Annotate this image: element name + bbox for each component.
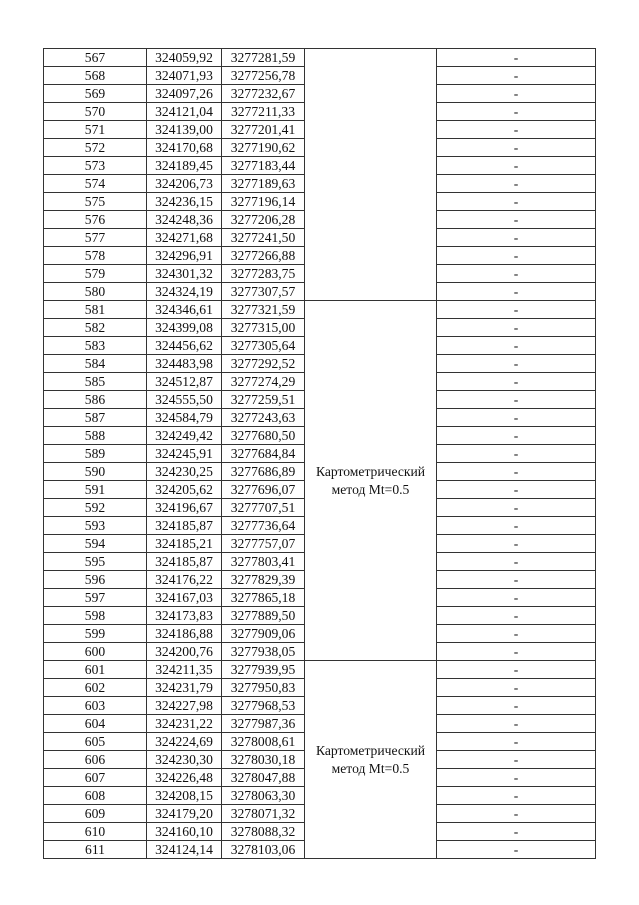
accuracy-value: - xyxy=(437,175,596,193)
coordinate-x: 324124,14 xyxy=(147,841,222,859)
accuracy-value: - xyxy=(437,373,596,391)
point-number: 588 xyxy=(44,427,147,445)
coordinate-x: 324296,91 xyxy=(147,247,222,265)
point-number: 581 xyxy=(44,301,147,319)
accuracy-value: - xyxy=(437,553,596,571)
accuracy-value: - xyxy=(437,211,596,229)
coordinate-y: 3277803,41 xyxy=(222,553,305,571)
coordinate-x: 324176,22 xyxy=(147,571,222,589)
coordinate-y: 3277686,89 xyxy=(222,463,305,481)
point-number: 598 xyxy=(44,607,147,625)
coordinate-y: 3277315,00 xyxy=(222,319,305,337)
accuracy-value: - xyxy=(437,841,596,859)
coordinate-x: 324206,73 xyxy=(147,175,222,193)
accuracy-value: - xyxy=(437,481,596,499)
coordinate-y: 3277281,59 xyxy=(222,49,305,67)
accuracy-value: - xyxy=(437,751,596,769)
coordinate-x: 324512,87 xyxy=(147,373,222,391)
point-number: 602 xyxy=(44,679,147,697)
point-number: 578 xyxy=(44,247,147,265)
coordinate-x: 324346,61 xyxy=(147,301,222,319)
method-label-line2: метод Mt=0.5 xyxy=(331,481,410,497)
coordinate-y: 3277707,51 xyxy=(222,499,305,517)
point-number: 599 xyxy=(44,625,147,643)
coordinates-table-body xyxy=(44,49,596,859)
coordinate-x: 324196,67 xyxy=(147,499,222,517)
accuracy-value: - xyxy=(437,265,596,283)
point-number: 570 xyxy=(44,103,147,121)
accuracy-value: - xyxy=(437,661,596,679)
coordinate-x: 324189,45 xyxy=(147,157,222,175)
point-number: 567 xyxy=(44,49,147,67)
coordinate-y: 3277196,14 xyxy=(222,193,305,211)
point-number: 608 xyxy=(44,787,147,805)
point-number: 610 xyxy=(44,823,147,841)
point-number: 582 xyxy=(44,319,147,337)
accuracy-value: - xyxy=(437,589,596,607)
point-number: 593 xyxy=(44,517,147,535)
point-number: 591 xyxy=(44,481,147,499)
point-number: 576 xyxy=(44,211,147,229)
point-number: 580 xyxy=(44,283,147,301)
coordinate-x: 324059,92 xyxy=(147,49,222,67)
point-number: 584 xyxy=(44,355,147,373)
coordinates-table xyxy=(43,48,596,859)
accuracy-value: - xyxy=(437,733,596,751)
coordinate-x: 324185,87 xyxy=(147,553,222,571)
coordinate-y: 3277259,51 xyxy=(222,391,305,409)
coordinate-x: 324399,08 xyxy=(147,319,222,337)
coordinate-y: 3277987,36 xyxy=(222,715,305,733)
accuracy-value: - xyxy=(437,337,596,355)
coordinate-y: 3277829,39 xyxy=(222,571,305,589)
coordinate-x: 324483,98 xyxy=(147,355,222,373)
coordinate-x: 324555,50 xyxy=(147,391,222,409)
accuracy-value: - xyxy=(437,679,596,697)
accuracy-value: - xyxy=(437,139,596,157)
table-row xyxy=(44,49,596,67)
coordinate-y: 3277938,05 xyxy=(222,643,305,661)
coordinate-y: 3277736,64 xyxy=(222,517,305,535)
table-row xyxy=(44,301,596,319)
point-number: 585 xyxy=(44,373,147,391)
accuracy-value: - xyxy=(437,157,596,175)
coordinate-y: 3278063,30 xyxy=(222,787,305,805)
coordinate-y: 3277292,52 xyxy=(222,355,305,373)
accuracy-value: - xyxy=(437,193,596,211)
coordinate-x: 324271,68 xyxy=(147,229,222,247)
coordinate-x: 324160,10 xyxy=(147,823,222,841)
point-number: 601 xyxy=(44,661,147,679)
coordinate-y: 3277243,63 xyxy=(222,409,305,427)
method-label-line1: Картометрический xyxy=(315,463,426,479)
coordinate-y: 3278088,32 xyxy=(222,823,305,841)
coordinate-x: 324071,93 xyxy=(147,67,222,85)
coordinate-y: 3277283,75 xyxy=(222,265,305,283)
accuracy-value: - xyxy=(437,769,596,787)
accuracy-value: - xyxy=(437,625,596,643)
accuracy-value: - xyxy=(437,643,596,661)
accuracy-value: - xyxy=(437,427,596,445)
point-number: 605 xyxy=(44,733,147,751)
coordinate-y: 3278030,18 xyxy=(222,751,305,769)
coordinate-x: 324097,26 xyxy=(147,85,222,103)
coordinate-y: 3277189,63 xyxy=(222,175,305,193)
coordinate-x: 324456,62 xyxy=(147,337,222,355)
point-number: 606 xyxy=(44,751,147,769)
point-number: 573 xyxy=(44,157,147,175)
coordinate-x: 324231,22 xyxy=(147,715,222,733)
point-number: 574 xyxy=(44,175,147,193)
coordinate-y: 3277266,88 xyxy=(222,247,305,265)
point-number: 603 xyxy=(44,697,147,715)
accuracy-value: - xyxy=(437,697,596,715)
coordinate-x: 324245,91 xyxy=(147,445,222,463)
point-number: 596 xyxy=(44,571,147,589)
method-label-line2: метод Mt=0.5 xyxy=(331,760,410,776)
accuracy-value: - xyxy=(437,103,596,121)
point-number: 577 xyxy=(44,229,147,247)
accuracy-value: - xyxy=(437,319,596,337)
coordinate-y: 3277684,84 xyxy=(222,445,305,463)
accuracy-value: - xyxy=(437,355,596,373)
coordinate-y: 3277889,50 xyxy=(222,607,305,625)
coordinate-y: 3277865,18 xyxy=(222,589,305,607)
point-number: 568 xyxy=(44,67,147,85)
point-number: 583 xyxy=(44,337,147,355)
coordinate-x: 324205,62 xyxy=(147,481,222,499)
accuracy-value: - xyxy=(437,607,596,625)
table-row xyxy=(44,661,596,679)
coordinate-x: 324230,30 xyxy=(147,751,222,769)
coordinate-y: 3277307,57 xyxy=(222,283,305,301)
accuracy-value: - xyxy=(437,805,596,823)
coordinate-x: 324227,98 xyxy=(147,697,222,715)
point-number: 571 xyxy=(44,121,147,139)
coordinate-x: 324179,20 xyxy=(147,805,222,823)
coordinate-y: 3277232,67 xyxy=(222,85,305,103)
coordinate-x: 324170,68 xyxy=(147,139,222,157)
accuracy-value: - xyxy=(437,499,596,517)
accuracy-value: - xyxy=(437,85,596,103)
point-number: 607 xyxy=(44,769,147,787)
coordinate-y: 3277968,53 xyxy=(222,697,305,715)
accuracy-value: - xyxy=(437,517,596,535)
coordinate-y: 3277201,41 xyxy=(222,121,305,139)
accuracy-value: - xyxy=(437,229,596,247)
coordinate-x: 324236,15 xyxy=(147,193,222,211)
coordinate-x: 324208,15 xyxy=(147,787,222,805)
point-number: 592 xyxy=(44,499,147,517)
coordinate-y: 3277274,29 xyxy=(222,373,305,391)
method-cell xyxy=(305,49,437,301)
coordinate-x: 324139,00 xyxy=(147,121,222,139)
accuracy-value: - xyxy=(437,445,596,463)
accuracy-value: - xyxy=(437,283,596,301)
coordinate-x: 324584,79 xyxy=(147,409,222,427)
coordinate-y: 3278047,88 xyxy=(222,769,305,787)
method-cell xyxy=(305,661,437,859)
accuracy-value: - xyxy=(437,247,596,265)
accuracy-value: - xyxy=(437,787,596,805)
coordinate-y: 3277183,44 xyxy=(222,157,305,175)
point-number: 595 xyxy=(44,553,147,571)
coordinate-y: 3277909,06 xyxy=(222,625,305,643)
coordinate-y: 3277696,07 xyxy=(222,481,305,499)
accuracy-value: - xyxy=(437,715,596,733)
point-number: 587 xyxy=(44,409,147,427)
coordinate-y: 3277305,64 xyxy=(222,337,305,355)
point-number: 572 xyxy=(44,139,147,157)
accuracy-value: - xyxy=(437,49,596,67)
coordinate-x: 324231,79 xyxy=(147,679,222,697)
accuracy-value: - xyxy=(437,571,596,589)
coordinate-x: 324249,42 xyxy=(147,427,222,445)
point-number: 590 xyxy=(44,463,147,481)
point-number: 594 xyxy=(44,535,147,553)
coordinate-x: 324248,36 xyxy=(147,211,222,229)
coordinate-x: 324211,35 xyxy=(147,661,222,679)
coordinate-x: 324301,32 xyxy=(147,265,222,283)
coordinate-x: 324167,03 xyxy=(147,589,222,607)
point-number: 600 xyxy=(44,643,147,661)
coordinate-y: 3277680,50 xyxy=(222,427,305,445)
point-number: 575 xyxy=(44,193,147,211)
point-number: 569 xyxy=(44,85,147,103)
coordinate-x: 324224,69 xyxy=(147,733,222,751)
point-number: 604 xyxy=(44,715,147,733)
coordinate-x: 324173,83 xyxy=(147,607,222,625)
accuracy-value: - xyxy=(437,409,596,427)
method-cell xyxy=(305,301,437,661)
accuracy-value: - xyxy=(437,67,596,85)
coordinate-x: 324324,19 xyxy=(147,283,222,301)
coordinate-y: 3278071,32 xyxy=(222,805,305,823)
coordinate-y: 3277950,83 xyxy=(222,679,305,697)
coordinate-x: 324185,21 xyxy=(147,535,222,553)
point-number: 586 xyxy=(44,391,147,409)
coordinate-y: 3277757,07 xyxy=(222,535,305,553)
coordinate-y: 3278103,06 xyxy=(222,841,305,859)
coordinate-y: 3277256,78 xyxy=(222,67,305,85)
coordinate-y: 3277241,50 xyxy=(222,229,305,247)
accuracy-value: - xyxy=(437,535,596,553)
point-number: 579 xyxy=(44,265,147,283)
accuracy-value: - xyxy=(437,121,596,139)
point-number: 609 xyxy=(44,805,147,823)
accuracy-value: - xyxy=(437,391,596,409)
point-number: 589 xyxy=(44,445,147,463)
accuracy-value: - xyxy=(437,463,596,481)
coordinate-y: 3277206,28 xyxy=(222,211,305,229)
coordinate-y: 3277190,62 xyxy=(222,139,305,157)
coordinate-x: 324230,25 xyxy=(147,463,222,481)
coordinate-x: 324186,88 xyxy=(147,625,222,643)
coordinate-y: 3277211,33 xyxy=(222,103,305,121)
coordinate-y: 3277939,95 xyxy=(222,661,305,679)
method-label-line1: Картометрический xyxy=(315,742,426,758)
coordinate-y: 3278008,61 xyxy=(222,733,305,751)
coordinate-y: 3277321,59 xyxy=(222,301,305,319)
coordinate-x: 324226,48 xyxy=(147,769,222,787)
coordinate-x: 324121,04 xyxy=(147,103,222,121)
accuracy-value: - xyxy=(437,823,596,841)
accuracy-value: - xyxy=(437,301,596,319)
coordinate-x: 324200,76 xyxy=(147,643,222,661)
point-number: 597 xyxy=(44,589,147,607)
coordinate-x: 324185,87 xyxy=(147,517,222,535)
point-number: 611 xyxy=(44,841,147,859)
